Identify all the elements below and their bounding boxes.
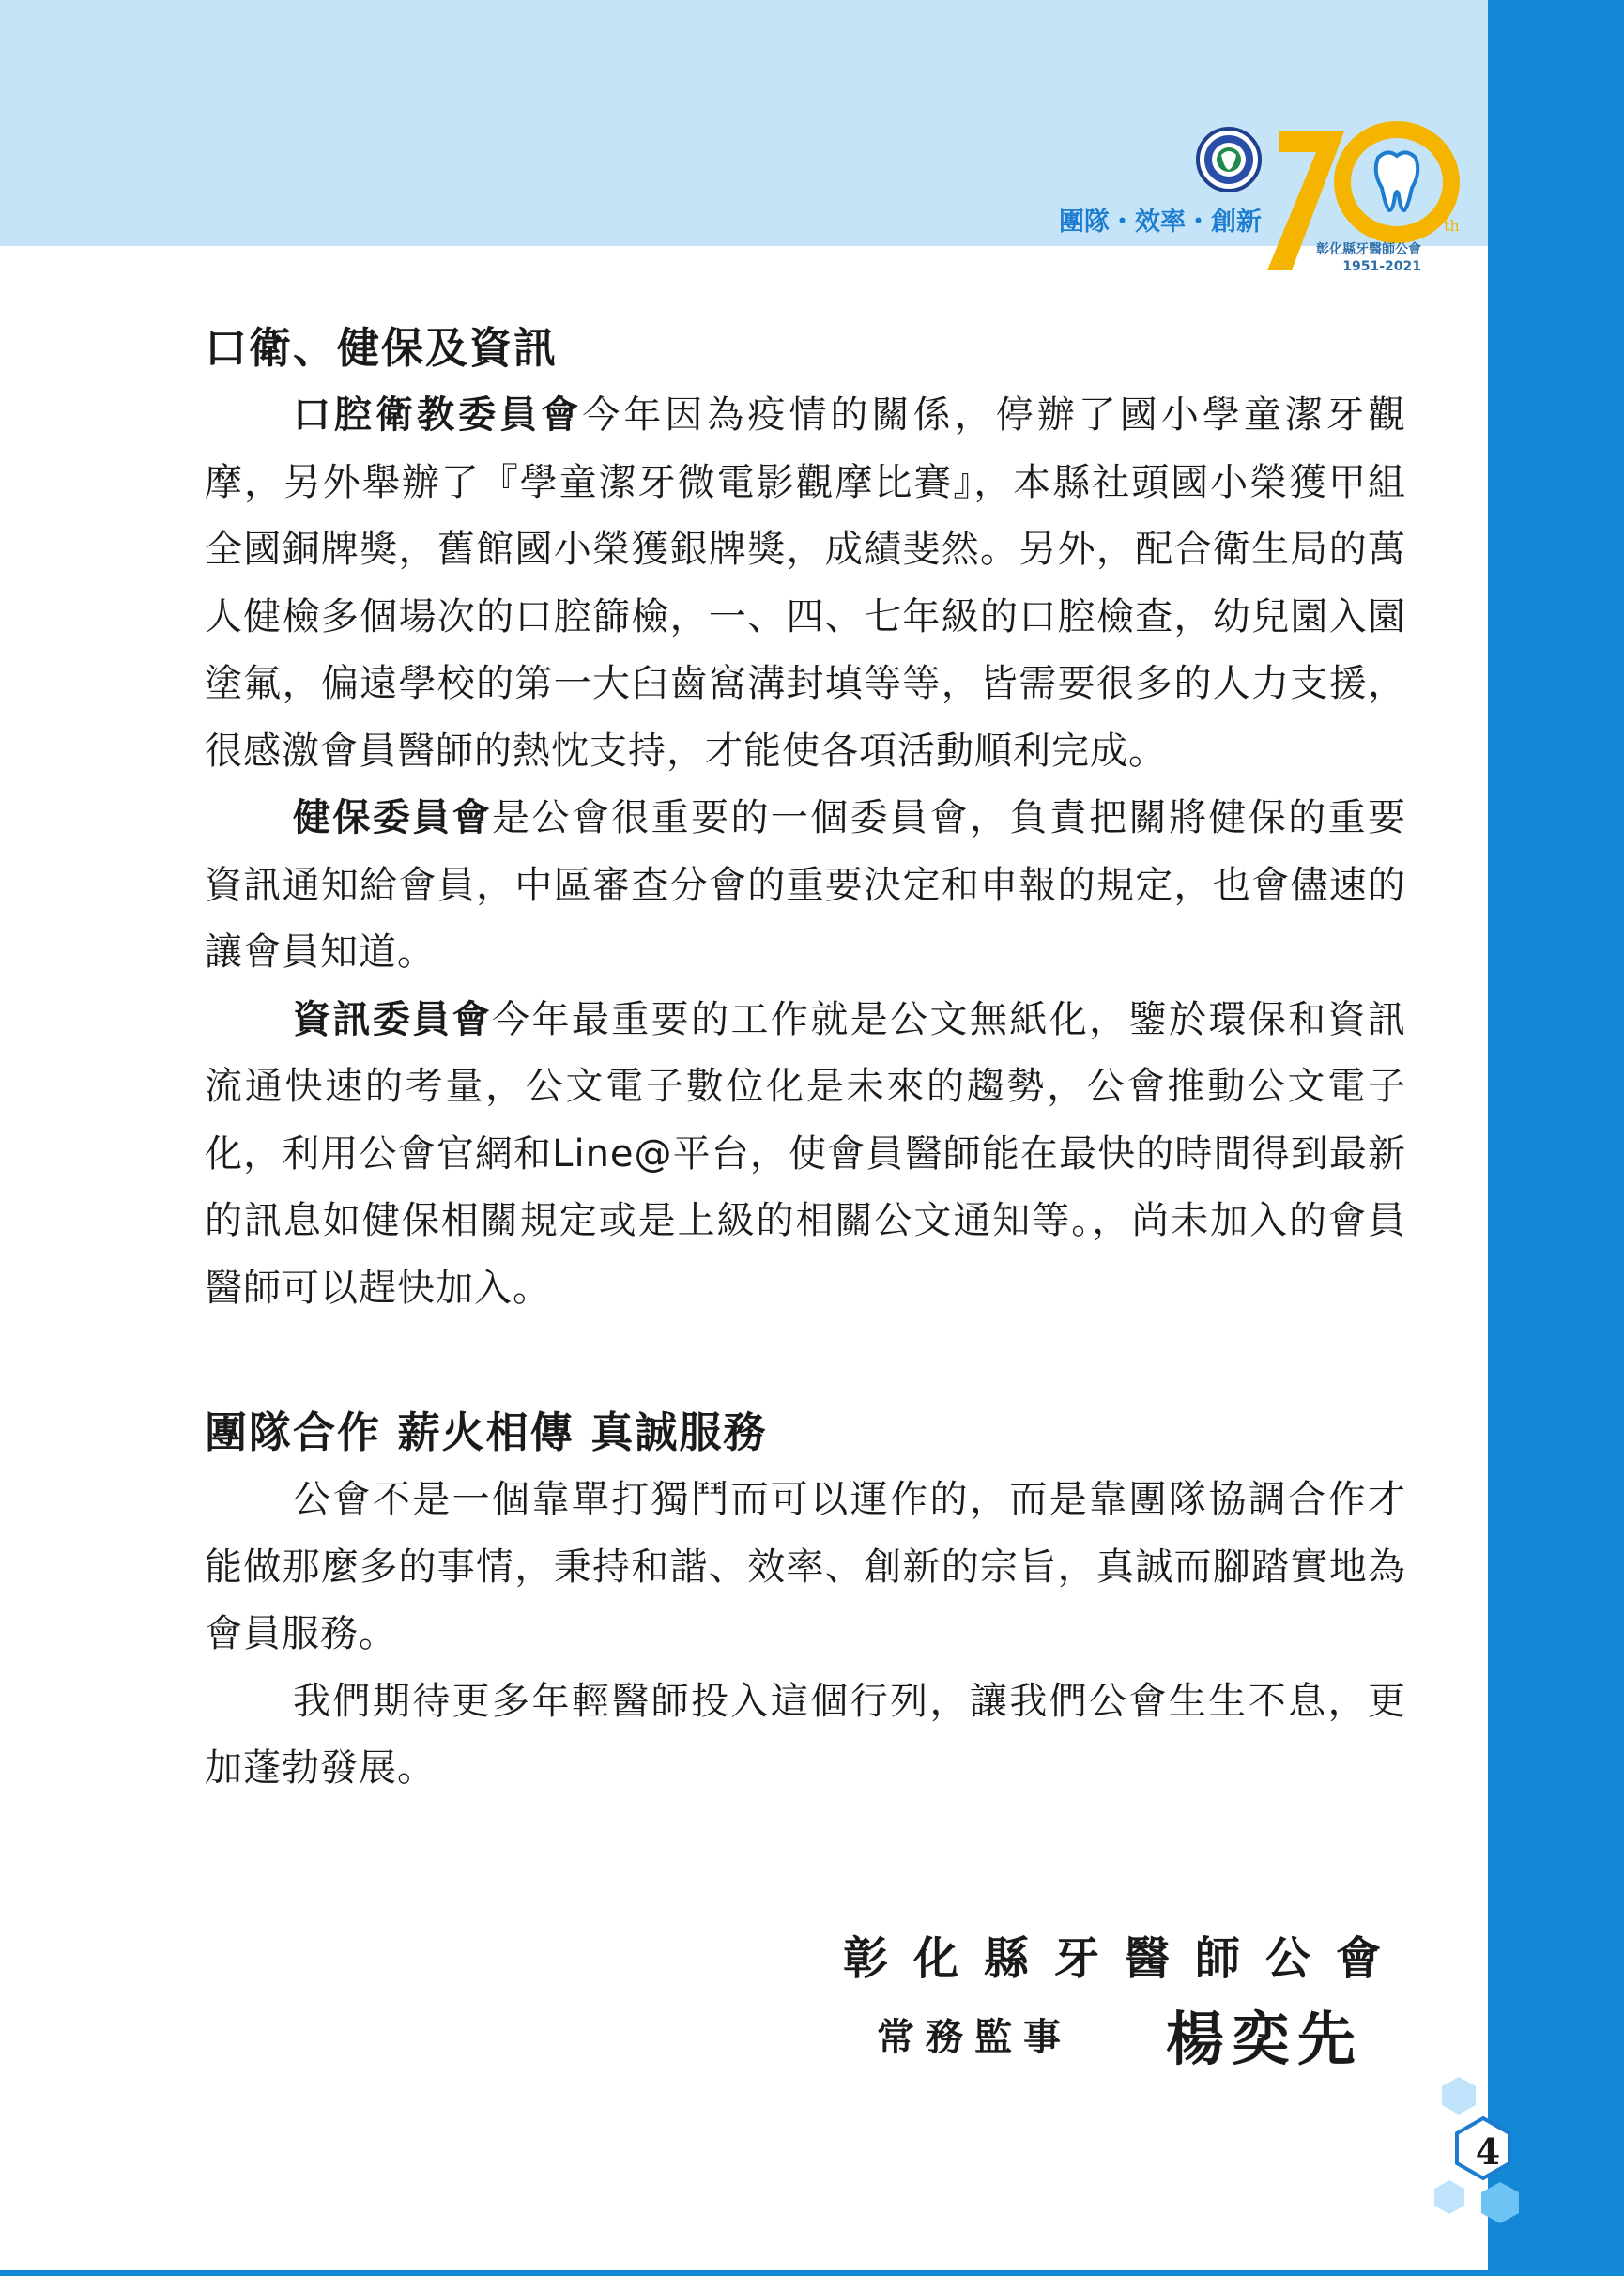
signature-role: 常務監事: [877, 2015, 1072, 2059]
section-heading-teamwork: 團隊合作 薪火相傳 真誠服務: [205, 1407, 768, 1457]
committee-name: 資訊委員會: [293, 997, 493, 1041]
paragraph-young-doctors: 我們期待更多年輕醫師投入這個行列，讓我們公會生生不息，更加蓬勃發展。: [205, 1679, 1406, 1790]
bottom-border: [0, 2270, 1624, 2276]
paragraph-text: 是公會很重要的一個委員會，負責把關將健保的重要資訊通知給會員，中區審查分會的重要決定和申報的規定，也會儘速的讓會員知道。: [205, 796, 1407, 974]
committee-name: 健保委員會: [293, 796, 493, 839]
signature-block: [843, 1925, 1425, 2076]
signature-organization: 彰化縣牙醫師公會: [843, 1932, 1407, 1985]
committee-name: 口腔衛教委員會: [293, 393, 583, 437]
right-side-bar: [1488, 0, 1624, 2276]
paragraph-teamwork: 公會不是一個靠單打獨鬥而可以運作的，而是靠團隊協調合作才能做那麼多的事情，秉持和諧、效率、創新的宗旨，真誠而腳踏實地為會員服務。: [205, 1478, 1406, 1655]
anniversary-suffix: th: [1444, 217, 1460, 235]
paragraph-information-committee: [205, 987, 1406, 1323]
paragraph-oral-health-committee: [205, 382, 1406, 785]
association-emblem-icon: [1196, 127, 1262, 192]
anniversary-org-name: 彰化縣牙醫師公會: [1316, 242, 1421, 257]
signature-name: 楊奕先: [1166, 2005, 1364, 2073]
article-body: [205, 315, 1406, 1803]
paragraph-text: 今年因為疫情的關係，停辦了國小學童潔牙觀摩，另外舉辦了『學童潔牙微電影觀摩比賽』，本縣社頭國小榮獲甲組全國銅牌獎，舊館國小榮獲銀牌獎，成績斐然。另外，配合衛生局的萬人健檢多個場次的口腔篩檢，一、四、七年級的口腔檢查，幼兒園入園塗氟，偏遠學校的第一大臼齒窩溝封填等等，皆需要很多的人力支援，很感激會員醫師的熱忱支持，才能使各項活動順利完成。: [205, 393, 1407, 773]
section-heading-oral-health: 口衛、健保及資訊: [205, 323, 559, 373]
section-spacer: [205, 1322, 1406, 1399]
page-number: 4: [1475, 2130, 1501, 2173]
paragraph-health-insurance-committee: [205, 785, 1406, 987]
tooth-icon: [1376, 152, 1418, 210]
paragraph-text: 今年最重要的工作就是公文無紙化，鑒於環保和資訊流通快速的考量，公文電子數位化是未來的趨勢，公會推動公文電子化，利用公會官網和Line@平台，使會員醫師能在最快的時間得到最新的訊息如健保相關規定或是上級的相關公文通知等。，尚未加入的會員醫師可以趕快加入。: [205, 997, 1407, 1310]
anniversary-years: 1951-2021: [1342, 259, 1421, 274]
header-slogan: 團隊・效率・創新: [1059, 208, 1262, 237]
signature-line: [843, 1992, 1425, 2076]
